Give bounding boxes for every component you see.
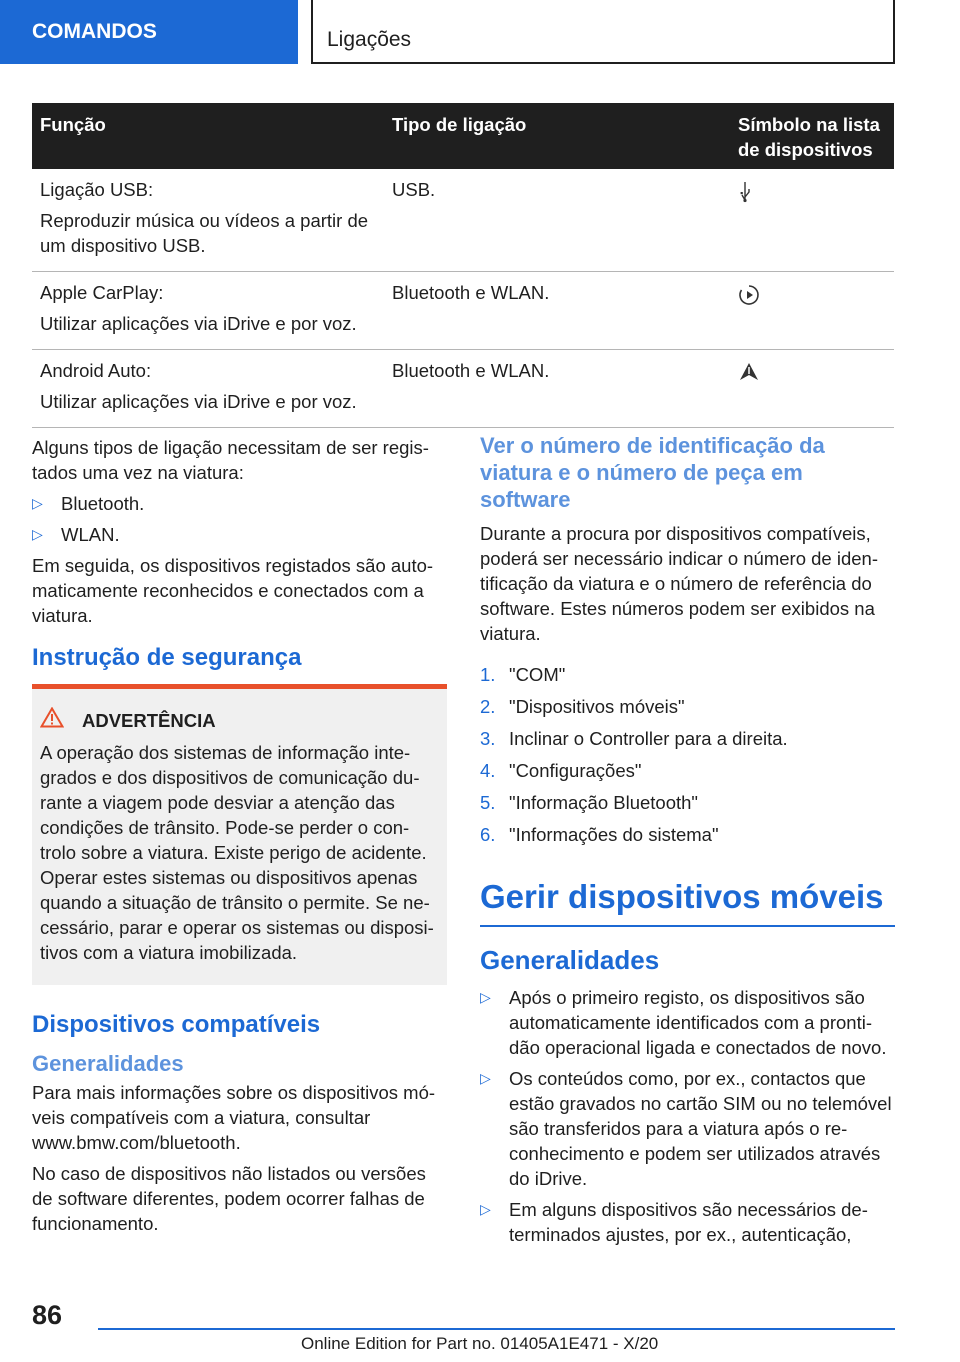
triangle-bullet-icon: ▷ — [480, 1201, 491, 1217]
table-header-symbol: Símbolo na lista de dispositivos — [730, 103, 894, 169]
vin-para: Durante a procura por dispositivos compatíveis, poderá ser necessário indicar o número de identificação da viatura e o número de referência do software. Estes números podem ser exibidos na viatura. — [480, 523, 878, 644]
list-item-text: Os conteúdos como, por ex., contactos que estão gravados no cartão SIM ou no telemóvel são transferidos para a viatura após o reconhecimento e podem ser utilizados através do iDrive. — [509, 1068, 892, 1189]
table-cell-function — [32, 272, 384, 350]
triangle-bullet-icon: ▷ — [32, 526, 43, 542]
connections-table — [32, 103, 894, 428]
list-item — [480, 1197, 895, 1247]
manage-devices-title: Gerir dispositivos móveis — [480, 877, 895, 927]
list-item — [480, 726, 895, 751]
list-item — [480, 758, 895, 783]
triangle-bullet-icon: ▷ — [480, 989, 491, 1005]
row-type: USB. — [384, 169, 730, 272]
list-item-text: WLAN. — [61, 524, 120, 545]
list-item — [32, 522, 447, 547]
compat-para-2: No caso de dispositivos não listados ou versões de software diferentes, podem ocorrer falhas de funcionamento. — [32, 1163, 426, 1234]
row-type: Bluetooth e WLAN. — [384, 272, 730, 350]
footer-edition: Online Edition for Part no. 01405A1E471 - X/20 — [301, 1334, 659, 1353]
table-row — [32, 350, 894, 428]
section-tab: COMANDOS — [0, 0, 298, 64]
table-header-type: Tipo de ligação — [384, 103, 730, 169]
warning-box — [32, 684, 447, 985]
warning-text: A operação dos sistemas de informação integrados e dos dispositivos de comunicação durante a viagem pode desviar a atenção das condições de trânsito. Pode-se perder o controlo sobre a viatura. Existe perigo de acidente. Operar estes sistemas ou dispositivos apenas quando a situação de trânsito o permite. Se necessário, parar e operar os sistemas ou dispositivos com a viatura imobilizada. — [40, 742, 434, 963]
table-cell-function — [32, 169, 384, 272]
page-header-title: Ligações — [311, 0, 895, 64]
warning-title-row — [32, 707, 437, 734]
row-function-desc: Reproduzir música ou vídeos a partir de um dispositivo USB. — [40, 210, 369, 256]
step-text: "COM" — [509, 664, 566, 685]
row-function-desc: Utilizar aplicações via iDrive e por voz. — [40, 391, 357, 412]
step-text: Inclinar o Controller para a direita. — [509, 728, 788, 749]
footer-divider — [98, 1328, 895, 1330]
compat-para-1: Para mais informações sobre os dispositivos móveis compatíveis com a viatura, consultar www.bmw.com/bluetooth. — [32, 1082, 436, 1153]
list-item — [480, 985, 895, 1060]
warning-triangle-icon — [40, 707, 82, 734]
list-item — [480, 790, 895, 815]
row-function-title: Ligação USB: — [40, 179, 154, 200]
left-column — [32, 435, 447, 1242]
warning-title: ADVERTÊNCIA — [82, 710, 216, 731]
compatible-devices-heading: Dispositivos compatíveis — [32, 1011, 321, 1038]
row-function-title: Android Auto: — [40, 360, 152, 381]
step-number: 5. — [480, 792, 496, 813]
general-heading: Generalidades — [480, 945, 660, 975]
step-text: "Dispositivos móveis" — [509, 696, 685, 717]
usb-icon — [738, 181, 886, 203]
table-cell-function — [32, 350, 384, 428]
step-number: 1. — [480, 664, 496, 685]
row-function-title: Apple CarPlay: — [40, 282, 164, 303]
row-type: Bluetooth e WLAN. — [384, 350, 730, 428]
list-item — [480, 1066, 895, 1191]
row-symbol — [730, 169, 894, 272]
step-text: "Informações do sistema" — [509, 824, 719, 845]
table-row — [32, 272, 894, 350]
list-item-text: Após o primeiro registo, os dispositivos são automaticamente identificados com a prontidão operacional ligada e conectados de novo. — [509, 987, 887, 1058]
step-text: "Configurações" — [509, 760, 642, 781]
row-symbol — [730, 350, 894, 428]
step-number: 2. — [480, 696, 496, 717]
triangle-bullet-icon: ▷ — [480, 1070, 491, 1086]
registration-after: Em seguida, os dispositivos registados são automaticamente reconhecidos e conectados com a viatura. — [32, 555, 434, 626]
step-text: "Informação Bluetooth" — [509, 792, 698, 813]
right-column — [480, 432, 895, 1253]
table-row — [32, 169, 894, 272]
android-auto-icon — [738, 362, 886, 382]
page-number: 86 — [32, 1300, 63, 1330]
vin-heading: Ver o número de identificação da viatura e o número de peça em software — [480, 433, 825, 512]
row-function-desc: Utilizar aplicações via iDrive e por voz. — [40, 313, 357, 334]
list-item-text: Em alguns dispositivos são necessários determinados ajustes, por ex., autenticação, — [509, 1199, 868, 1245]
table-header-row — [32, 103, 894, 169]
list-item — [480, 822, 895, 847]
step-number: 6. — [480, 824, 496, 845]
list-item-text: Bluetooth. — [61, 493, 145, 514]
safety-heading: Instrução de segurança — [32, 644, 302, 671]
list-item — [480, 662, 895, 687]
carplay-icon — [738, 284, 886, 306]
list-item — [32, 491, 447, 516]
list-item — [480, 694, 895, 719]
registration-intro: Alguns tipos de ligação necessitam de ser registados uma vez na viatura: — [32, 437, 429, 483]
step-number: 4. — [480, 760, 496, 781]
row-symbol — [730, 272, 894, 350]
table-header-function: Função — [32, 103, 384, 169]
triangle-bullet-icon: ▷ — [32, 495, 43, 511]
step-number: 3. — [480, 728, 496, 749]
general-subheading: Generalidades — [32, 1051, 184, 1076]
